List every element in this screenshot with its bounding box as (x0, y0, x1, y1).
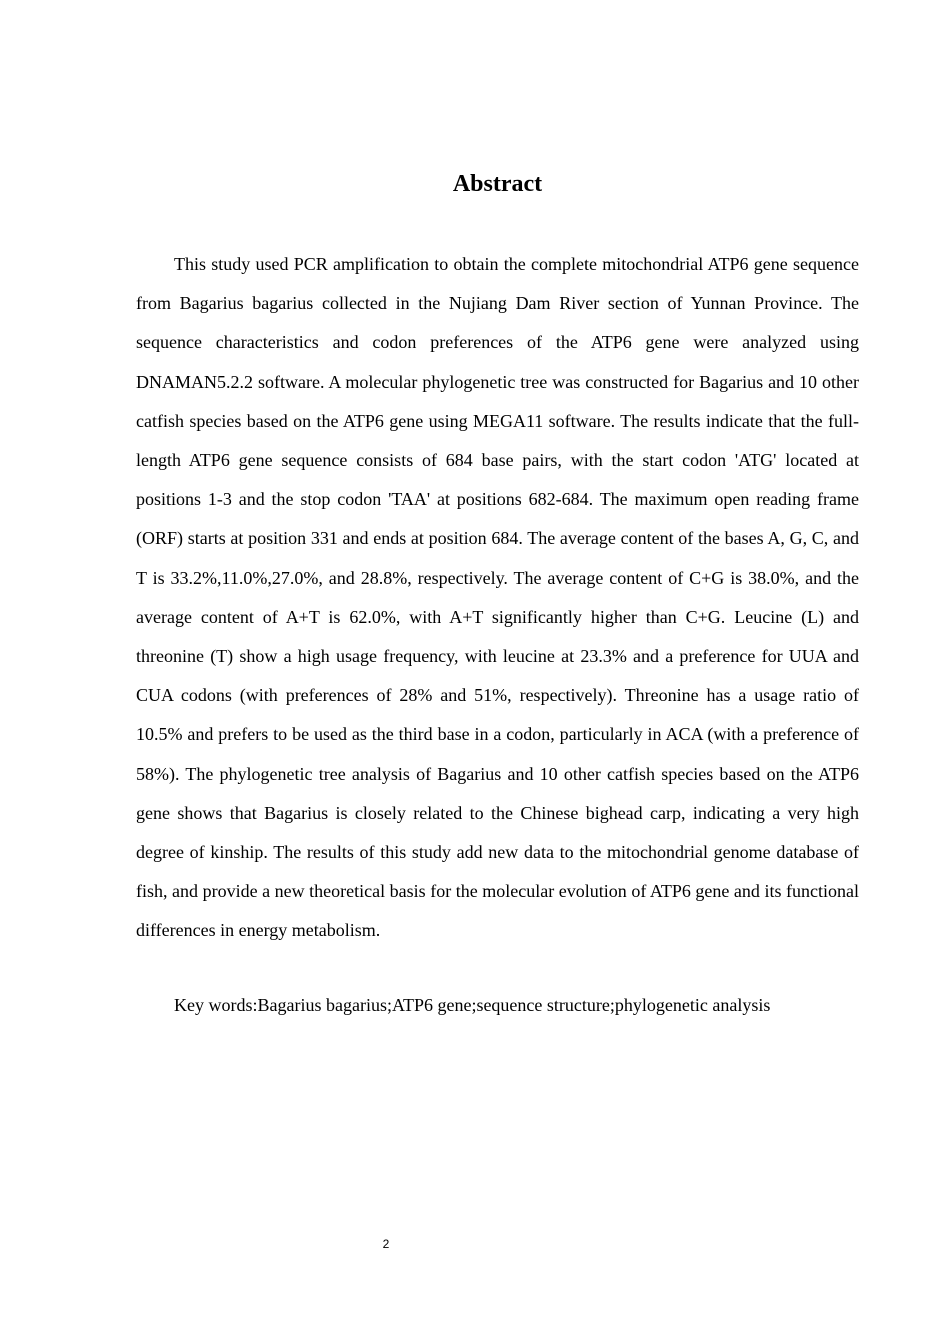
abstract-paragraph: This study used PCR amplification to obtain the complete mitochondrial ATP6 gene sequence from Bagarius bagarius collected in the Nujiang Dam River section of Yunnan Province. The sequence characteristics and codon preferences of the ATP6 gene were analyzed using DNAMAN5.2.2 software. A molecular phylogenetic tree was constructed for Bagarius and 10 other catfish species based on the ATP6 gene using MEGA11 software. The results indicate that the full-length ATP6 gene sequence consists of 684 base pairs, with the start codon 'ATG' located at positions 1-3 and the stop codon 'TAA' at positions 682-684. The maximum open reading frame (ORF) starts at position 331 and ends at position 684. The average content of the bases A, G, C, and T is 33.2%,11.0%,27.0%, and 28.8%, respectively. The average content of C+G is 38.0%, and the average content of A+T is 62.0%, with A+T significantly higher than C+G. Leucine (L) and threonine (T) show a high usage frequency, with leucine at 23.3% and a preference for UUA and CUA codons (with preferences of 28% and 51%, respectively). Threonine has a usage ratio of 10.5% and prefers to be used as the third base in a codon, particularly in ACA (with a preference of 58%). The phylogenetic tree analysis of Bagarius and 10 other catfish species based on the ATP6 gene shows that Bagarius is closely related to the Chinese bighead carp, indicating a very high degree of kinship. The results of this study add new data to the mitochondrial genome database of fish, and provide a new theoretical basis for the molecular evolution of ATP6 gene and its functional differences in energy metabolism. (136, 254, 859, 941)
keywords-line: Key words:Bagarius bagarius;ATP6 gene;sequence structure;phylogenetic analysis (174, 995, 771, 1015)
abstract-heading: Abstract (452, 171, 543, 197)
page-number: 2 (382, 1237, 390, 1251)
